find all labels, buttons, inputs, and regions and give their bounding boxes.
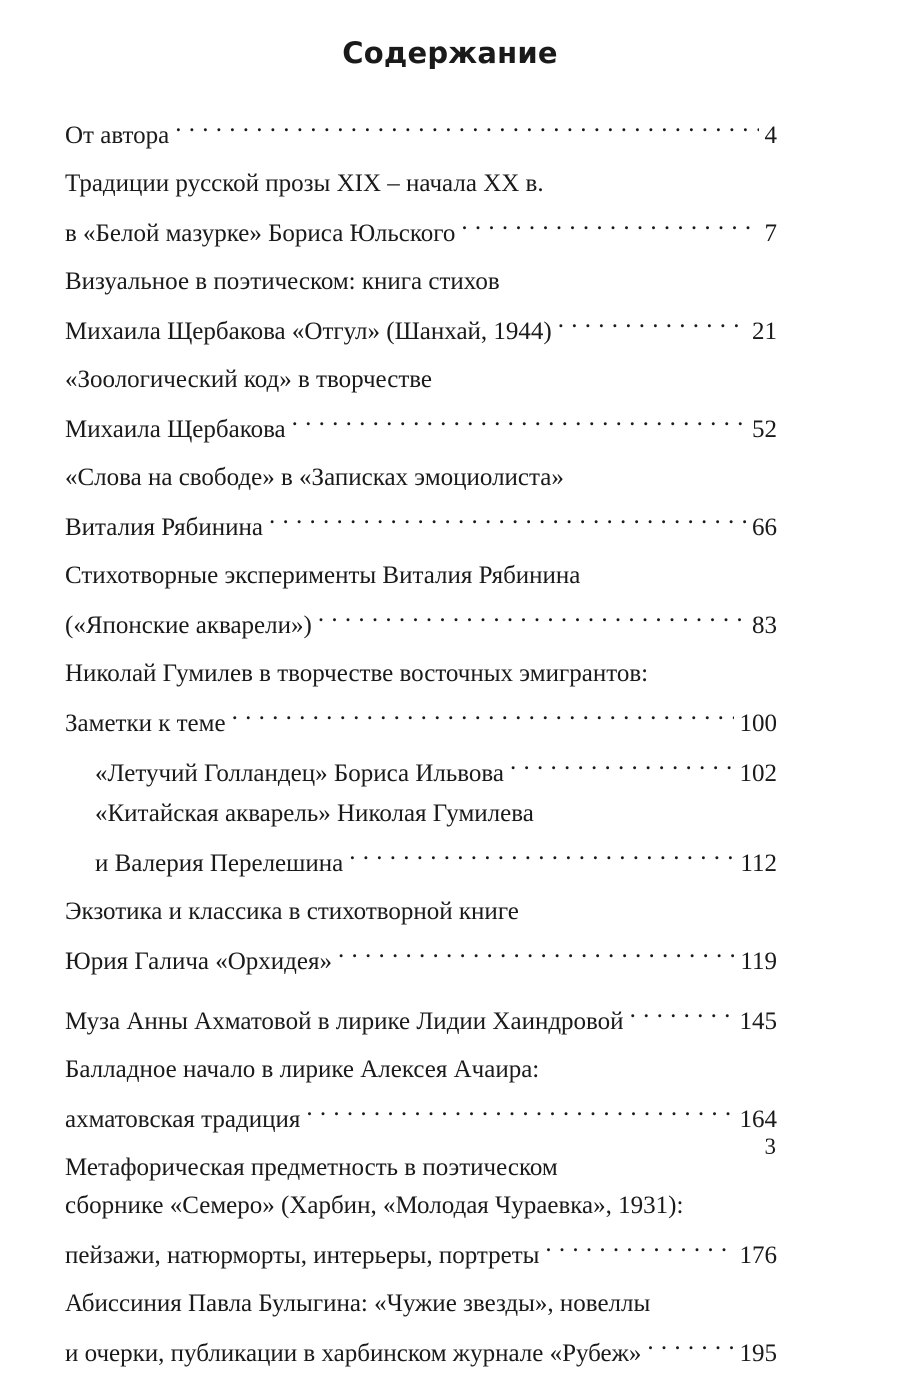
toc-entry-title: От автора xyxy=(65,122,170,149)
toc-page-number: 119 xyxy=(740,948,777,975)
toc-line-with-page xyxy=(65,1089,777,1139)
toc-line xyxy=(65,361,777,399)
toc-page-number: 102 xyxy=(739,760,777,787)
toc-entry xyxy=(65,655,777,743)
toc-page-number: 83 xyxy=(752,612,777,639)
dot-leader xyxy=(175,105,758,143)
toc-line xyxy=(65,263,777,301)
toc-entry xyxy=(65,105,777,155)
toc-line xyxy=(65,893,777,931)
toc-entry-title: «Слова на свободе» в «Записках эмоциолиста» xyxy=(65,464,564,491)
toc-entry xyxy=(65,991,777,1041)
toc-entry-title: сборнике «Семеро» (Харбин, «Молодая Чураевка», 1931): xyxy=(65,1192,684,1219)
toc-page-number: 145 xyxy=(739,1008,777,1035)
toc-page-number: 112 xyxy=(740,850,777,877)
toc-entry-title: и очерки, публикации в харбинском журнале «Рубеж» xyxy=(65,1340,642,1367)
toc-entry-title: ахматовская традиция xyxy=(65,1106,301,1133)
toc-line-with-page xyxy=(95,743,777,793)
dot-leader xyxy=(232,693,734,731)
toc-line xyxy=(65,459,777,497)
toc-page-number: 164 xyxy=(739,1106,777,1133)
toc-entry-title: и Валерия Перелешина xyxy=(95,850,344,877)
toc-line-with-page xyxy=(65,301,777,351)
toc-line-with-page xyxy=(65,399,777,449)
toc-entry-title: Виталия Рябинина xyxy=(65,514,263,541)
toc-page-number: 66 xyxy=(752,514,777,541)
dot-leader xyxy=(630,991,734,1029)
toc-line-with-page xyxy=(65,1225,777,1275)
toc-line-with-page xyxy=(65,105,777,155)
toc-entry-title: Юрия Галича «Орхидея» xyxy=(65,948,332,975)
toc-line-with-page xyxy=(65,991,777,1041)
dot-leader xyxy=(318,595,746,633)
toc-page-number: 176 xyxy=(739,1242,777,1269)
toc-entry-title: Стихотворные эксперименты Виталия Рябинина xyxy=(65,562,581,589)
dot-leader xyxy=(545,1225,733,1263)
toc-page-number: 7 xyxy=(764,220,777,247)
dot-leader xyxy=(510,743,734,781)
dot-leader xyxy=(647,1323,733,1361)
toc-entry-title: «Китайская акварель» Николая Гумилева xyxy=(95,800,534,827)
toc-entry xyxy=(65,459,777,547)
toc-entry-title: Традиции русской прозы XIX – начала XX в. xyxy=(65,170,544,197)
toc-entry-title: пейзажи, натюрморты, интерьеры, портреты xyxy=(65,1242,540,1269)
toc-page-number: 100 xyxy=(739,710,777,737)
dot-leader xyxy=(269,497,746,535)
toc-page-number: 21 xyxy=(752,318,777,345)
page-title: Содержание xyxy=(342,36,558,70)
toc-line-with-page xyxy=(65,931,777,981)
toc-entry xyxy=(65,557,777,645)
toc-entry-title: Николай Гумилев в творчестве восточных эмигрантов: xyxy=(65,660,649,687)
toc-line-with-page xyxy=(65,1323,777,1373)
toc-line xyxy=(65,1149,777,1187)
toc-entry-title: Визуальное в поэтическом: книга стихов xyxy=(65,268,500,295)
toc-subentry xyxy=(65,795,777,883)
dot-leader xyxy=(349,833,734,871)
toc-entry-title: Метафорическая предметность в поэтическом xyxy=(65,1154,558,1181)
toc-entry xyxy=(65,263,777,351)
toc-entry-title: Абиссиния Павла Булыгина: «Чужие звезды», новеллы xyxy=(65,1290,651,1317)
toc-line xyxy=(65,655,777,693)
toc-line-with-page xyxy=(65,595,777,645)
toc-entry xyxy=(65,1051,777,1139)
toc-entry-title: Заметки к теме xyxy=(65,710,226,737)
dot-leader xyxy=(461,203,758,241)
toc-subentry xyxy=(65,743,777,793)
dot-leader xyxy=(306,1089,733,1127)
toc-entry xyxy=(65,361,777,449)
toc-entry-title: Экзотика и классика в стихотворной книге xyxy=(65,898,519,925)
toc-line xyxy=(65,1187,777,1225)
toc-entry-title: «Летучий Голландец» Бориса Ильвова xyxy=(95,760,504,787)
table-of-contents xyxy=(65,105,777,1373)
toc-line xyxy=(65,557,777,595)
toc-entry xyxy=(65,893,777,981)
toc-line xyxy=(65,1051,777,1089)
toc-line-with-page xyxy=(65,497,777,547)
toc-entry-title: («Японские акварели») xyxy=(65,612,312,639)
toc-page-number: 4 xyxy=(764,122,777,149)
toc-line-with-page xyxy=(65,693,777,743)
toc-page-number: 195 xyxy=(739,1340,777,1367)
dot-leader xyxy=(338,931,734,969)
toc-line-with-page xyxy=(95,833,777,883)
page-number-footer: 3 xyxy=(764,1134,776,1159)
dot-leader xyxy=(292,399,746,437)
toc-entry-title: «Зоологический код» в творчестве xyxy=(65,366,433,393)
toc-entry-title: Муза Анны Ахматовой в лирике Лидии Хаиндровой xyxy=(65,1008,624,1035)
toc-entry-title: Балладное начало в лирике Алексея Ачаира: xyxy=(65,1056,540,1083)
toc-line-with-page xyxy=(65,203,777,253)
toc-line xyxy=(95,795,777,833)
toc-line xyxy=(65,1285,777,1323)
toc-entry xyxy=(65,1149,777,1275)
toc-entry-title: Михаила Щербакова xyxy=(65,416,286,443)
toc-entry xyxy=(65,165,777,253)
toc-line xyxy=(65,165,777,203)
toc-entry-title: в «Белой мазурке» Бориса Юльского xyxy=(65,220,456,247)
toc-entry-title: Михаила Щербакова «Отгул» (Шанхай, 1944) xyxy=(65,318,552,345)
dot-leader xyxy=(558,301,746,339)
toc-entry xyxy=(65,1285,777,1373)
toc-page-number: 52 xyxy=(752,416,777,443)
